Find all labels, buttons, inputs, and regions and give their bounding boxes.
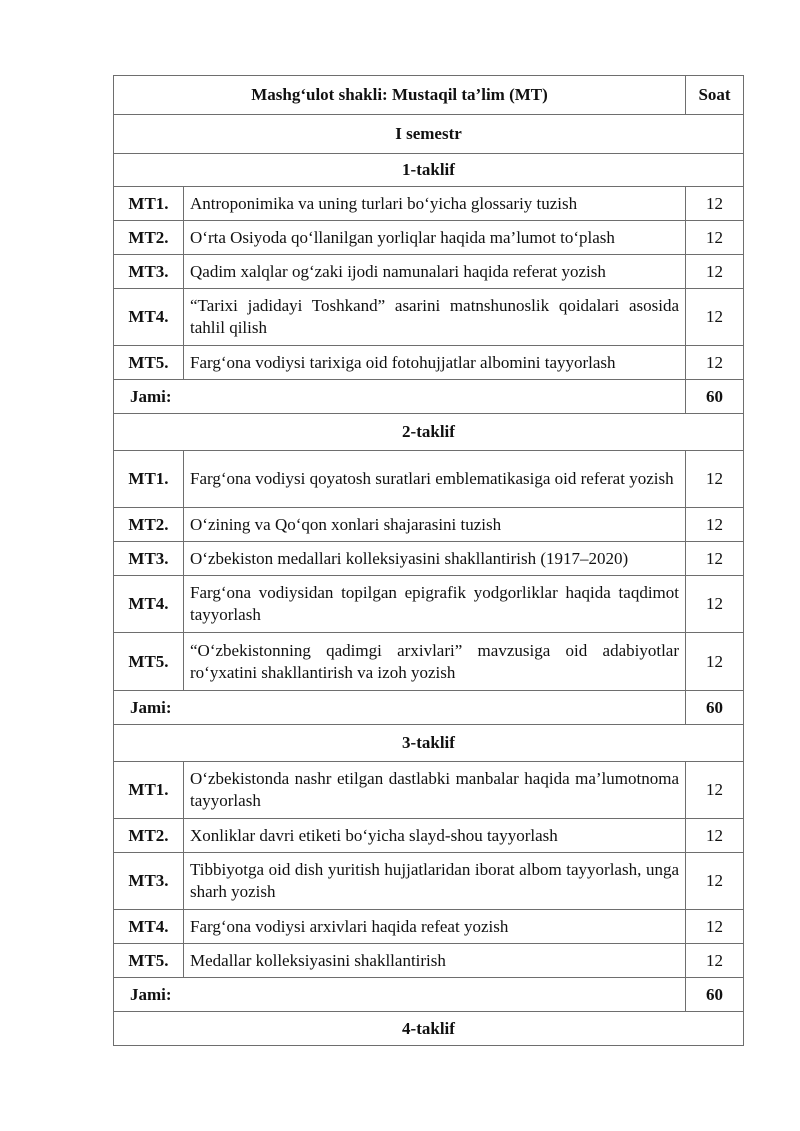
task-code: MT1. <box>114 451 184 508</box>
task-code: MT2. <box>114 221 184 255</box>
section-heading-row <box>114 414 744 451</box>
task-code: MT1. <box>114 187 184 221</box>
task-title: Farg‘ona vodiysi qoyatosh suratlari emblematikasiga oid referat yozish <box>184 451 686 508</box>
table-row <box>114 221 744 255</box>
total-label: Jami: <box>114 380 686 414</box>
section-title: 1-taklif <box>114 154 744 187</box>
task-code: MT2. <box>114 508 184 542</box>
task-code: MT3. <box>114 853 184 910</box>
task-hours: 12 <box>686 508 744 542</box>
task-title: “O‘zbekistonning qadimgi arxivlari” mavzusiga oid adabiyotlar ro‘yxatini shakllantirish va izoh yozish <box>184 633 686 691</box>
task-hours: 12 <box>686 289 744 346</box>
total-hours: 60 <box>686 978 744 1012</box>
table-row <box>114 910 744 944</box>
form-label: Mashg‘ulot shakli: Mustaqil ta’lim (MT) <box>114 76 686 115</box>
task-title: Medallar kolleksiyasini shakllantirish <box>184 944 686 978</box>
total-row <box>114 978 744 1012</box>
table-row <box>114 576 744 633</box>
task-hours: 12 <box>686 944 744 978</box>
table-row <box>114 542 744 576</box>
section-heading-row <box>114 154 744 187</box>
total-label: Jami: <box>114 691 686 725</box>
total-row <box>114 691 744 725</box>
task-title: O‘zining va Qo‘qon xonlari shajarasini tuzish <box>184 508 686 542</box>
section-heading-row <box>114 1012 744 1046</box>
table-row <box>114 255 744 289</box>
table-row <box>114 451 744 508</box>
task-title: “Tarixi jadidayi Toshkand” asarini matnshunoslik qoidalari asosida tahlil qilish <box>184 289 686 346</box>
semester-heading: I semestr <box>114 115 744 154</box>
total-hours: 60 <box>686 691 744 725</box>
task-hours: 12 <box>686 762 744 819</box>
task-title: Xonliklar davri etiketi bo‘yicha slayd-shou tayyorlash <box>184 819 686 853</box>
task-hours: 12 <box>686 633 744 691</box>
semester-row <box>114 115 744 154</box>
total-hours: 60 <box>686 380 744 414</box>
task-code: MT3. <box>114 542 184 576</box>
task-title: O‘zbekiston medallari kolleksiyasini shakllantirish (1917–2020) <box>184 542 686 576</box>
task-title: Antroponimika va uning turlari bo‘yicha glossariy tuzish <box>184 187 686 221</box>
task-title: O‘rta Osiyoda qo‘llanilgan yorliqlar haqida ma’lumot to‘plash <box>184 221 686 255</box>
task-title: Farg‘ona vodiysi arxivlari haqida refeat yozish <box>184 910 686 944</box>
table-row <box>114 187 744 221</box>
task-code: MT3. <box>114 255 184 289</box>
task-hours: 12 <box>686 346 744 380</box>
hours-column-header: Soat <box>686 76 744 115</box>
table-row <box>114 633 744 691</box>
task-hours: 12 <box>686 819 744 853</box>
task-hours: 12 <box>686 221 744 255</box>
task-hours: 12 <box>686 853 744 910</box>
task-hours: 12 <box>686 542 744 576</box>
table-row <box>114 853 744 910</box>
task-title: Tibbiyotga oid dish yuritish hujjatlaridan iborat albom tayyorlash, unga sharh yozish <box>184 853 686 910</box>
section-title: 2-taklif <box>114 414 744 451</box>
task-code: MT4. <box>114 289 184 346</box>
table-row <box>114 289 744 346</box>
section-title: 4-taklif <box>114 1012 744 1046</box>
task-hours: 12 <box>686 576 744 633</box>
task-code: MT5. <box>114 944 184 978</box>
section-heading-row <box>114 725 744 762</box>
task-title: Farg‘ona vodiysi tarixiga oid fotohujjatlar albomini tayyorlash <box>184 346 686 380</box>
task-title: Qadim xalqlar og‘zaki ijodi namunalari haqida referat yozish <box>184 255 686 289</box>
task-hours: 12 <box>686 451 744 508</box>
task-title: Farg‘ona vodiysidan topilgan epigrafik yodgorliklar haqida taqdimot tayyorlash <box>184 576 686 633</box>
table-row <box>114 346 744 380</box>
task-code: MT2. <box>114 819 184 853</box>
task-hours: 12 <box>686 910 744 944</box>
table-row <box>114 762 744 819</box>
task-hours: 12 <box>686 187 744 221</box>
task-code: MT4. <box>114 910 184 944</box>
total-label: Jami: <box>114 978 686 1012</box>
task-code: MT1. <box>114 762 184 819</box>
task-title: O‘zbekistonda nashr etilgan dastlabki manbalar haqida ma’lumotnoma tayyorlash <box>184 762 686 819</box>
task-code: MT5. <box>114 633 184 691</box>
task-code: MT5. <box>114 346 184 380</box>
table-row <box>114 944 744 978</box>
table-header-row <box>114 76 744 115</box>
task-code: MT4. <box>114 576 184 633</box>
independent-study-table <box>113 75 744 1046</box>
total-row <box>114 380 744 414</box>
task-hours: 12 <box>686 255 744 289</box>
table-row <box>114 508 744 542</box>
table-row <box>114 819 744 853</box>
section-title: 3-taklif <box>114 725 744 762</box>
